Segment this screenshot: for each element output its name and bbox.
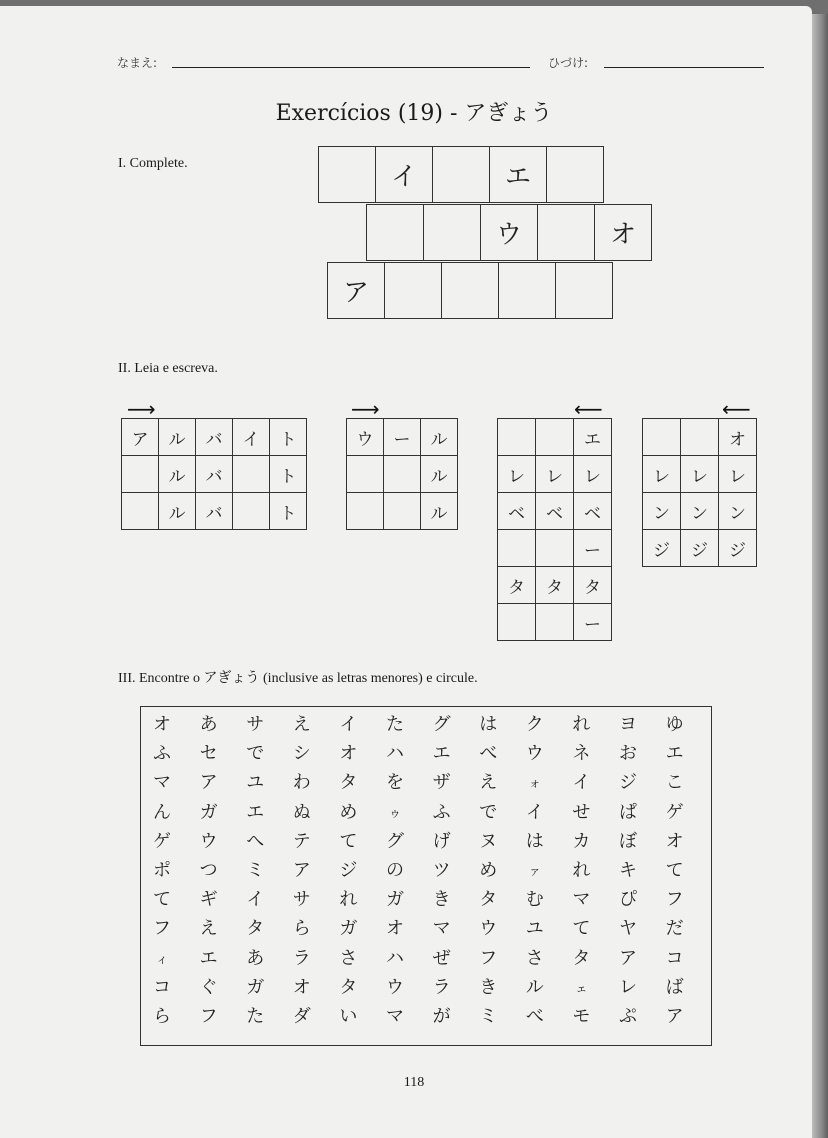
word-search-letter: を [386, 772, 404, 794]
word-search-letter: ポ [153, 860, 171, 881]
word-search-letter: で [479, 801, 498, 823]
name-line [172, 67, 530, 68]
reading-cell [536, 604, 574, 641]
word-search-row [141, 769, 711, 797]
word-search-letter: ぼ [619, 830, 637, 852]
word-search-letter: ク [525, 714, 544, 735]
word-search-letter: て [339, 830, 358, 852]
complete-cell [319, 147, 376, 203]
word-search-letter: レ [619, 976, 637, 998]
word-search-letter: ウ [525, 743, 544, 765]
word-search-letter: コ [665, 947, 684, 969]
reading-cell: タ [574, 567, 612, 604]
reading-cell [498, 530, 536, 567]
word-search-letter: ラ [432, 976, 451, 998]
word-search-letter: コ [153, 976, 171, 998]
word-search-letter: だ [665, 918, 684, 940]
reading-cell [498, 604, 536, 641]
word-search-letter: ア [199, 772, 218, 794]
word-search-letter: エ [199, 947, 218, 969]
word-search-letter: れ [572, 714, 591, 735]
word-search-letter: こ [665, 772, 684, 794]
word-search-letter: ガ [339, 918, 358, 940]
reading-cell: ン [681, 493, 719, 530]
reading-grid-uuru [346, 418, 458, 530]
word-search-letter: ア [665, 1006, 684, 1027]
word-search-letter: て [572, 918, 591, 940]
reading-cell: レ [498, 456, 536, 493]
section3-label: III. Encontre o アぎょう (inclusive as letras menores) e circule. [118, 671, 478, 686]
word-search-letter: ら [153, 1006, 171, 1027]
word-search-letter: セ [199, 743, 218, 765]
reading-cell: ン [719, 493, 757, 530]
word-search-letter: サ [292, 889, 311, 911]
word-search-letter: き [479, 976, 498, 998]
word-search-letter: は [525, 830, 544, 852]
complete-grid-row-3 [327, 262, 613, 319]
word-search-letter: ぷ [619, 1006, 637, 1027]
word-search-row [141, 974, 711, 1002]
reading-cell: レ [574, 456, 612, 493]
word-search-letter: ラ [292, 947, 311, 969]
name-label: なまえ: [117, 56, 158, 70]
word-search-letter: め [479, 860, 498, 881]
word-search-letter: べ [525, 1006, 544, 1027]
reading-cell: ー [384, 419, 421, 456]
word-search-letter: オ [339, 743, 358, 765]
reading-cell: オ [719, 419, 757, 456]
reading-cell: エ [574, 419, 612, 456]
date-label: ひづけ: [548, 56, 589, 70]
reading-cell [347, 456, 384, 493]
reading-cell: ジ [719, 530, 757, 567]
word-search-letter: ガ [386, 889, 404, 911]
word-search-letter: ウ [199, 830, 218, 852]
word-search-letter: さ [525, 947, 544, 969]
reading-cell: ル [421, 493, 458, 530]
word-search-letter: オ [386, 918, 404, 940]
reading-cell: ル [421, 456, 458, 493]
word-search-letter: ジ [339, 860, 358, 881]
word-search-letter: つ [199, 860, 218, 881]
word-search-letter: ジ [619, 772, 637, 794]
word-search-letter: オ [153, 714, 171, 735]
reading-cell: ジ [681, 530, 719, 567]
word-search-letter: ゆ [665, 714, 684, 735]
word-search-letter: む [525, 889, 544, 911]
word-search-letter: ァ [528, 864, 541, 878]
arrow-left-icon: ⟵ [574, 397, 603, 421]
word-search-letter: ヌ [479, 830, 498, 852]
word-search-letter: た [386, 714, 404, 735]
word-search-letter: ル [525, 976, 544, 998]
word-search-letter: マ [153, 772, 171, 794]
word-search-letter: ゥ [388, 805, 401, 820]
reading-cell: ベ [574, 493, 612, 530]
reading-cell: ン [643, 493, 681, 530]
word-search-letter: へ [246, 830, 265, 852]
word-search-letter: ば [665, 976, 684, 998]
word-search-letter: カ [572, 830, 591, 852]
reading-cell: タ [498, 567, 536, 604]
section1-label: I. Complete. [118, 156, 188, 171]
word-search-letter: れ [339, 889, 358, 911]
word-search-letter: て [153, 889, 171, 911]
word-search-row [141, 1003, 711, 1031]
word-search-letter: グ [432, 714, 451, 735]
reading-cell: レ [536, 456, 574, 493]
complete-grid-row-1 [318, 146, 604, 203]
reading-cell: ル [159, 456, 196, 493]
reading-cell: ア [122, 419, 159, 456]
word-search-letter: ダ [292, 1006, 311, 1027]
reading-grid-orenji [642, 418, 757, 567]
reading-cell: ル [159, 493, 196, 530]
arrow-right-icon: ⟶ [127, 397, 156, 421]
complete-cell: オ [595, 205, 652, 261]
word-search-row [141, 740, 711, 768]
word-search-letter: ぜ [432, 947, 451, 969]
word-search-letter: え [292, 714, 311, 735]
word-search-letter: お [619, 743, 637, 765]
word-search-letter: フ [479, 947, 498, 969]
word-search-letter: ユ [525, 918, 544, 940]
reading-grid-arbaito [121, 418, 307, 530]
reading-cell: バ [196, 419, 233, 456]
word-search-letter: エ [665, 743, 684, 765]
word-search-letter: わ [292, 772, 311, 794]
word-search-letter: サ [246, 714, 265, 735]
word-search-letter: ザ [432, 772, 451, 794]
word-search-letter: た [246, 1006, 265, 1027]
word-search-letter: ツ [432, 860, 451, 881]
word-search-letter: べ [479, 743, 498, 765]
word-search-letter: ネ [572, 743, 591, 765]
complete-cell [442, 263, 499, 319]
book-page-edge [812, 14, 828, 1138]
word-search-letter: イ [246, 889, 265, 911]
reading-cell [122, 456, 159, 493]
word-search-letter: あ [199, 714, 218, 735]
word-search-letter: せ [572, 801, 591, 823]
word-search-letter: フ [153, 918, 171, 940]
reading-cell: レ [719, 456, 757, 493]
word-search-letter: れ [572, 860, 591, 881]
word-search-letter: エ [432, 743, 451, 765]
reading-cell [122, 493, 159, 530]
arrow-right-icon: ⟶ [351, 397, 380, 421]
reading-cell [233, 456, 270, 493]
complete-cell [424, 205, 481, 261]
word-search-letter: げ [432, 830, 451, 852]
word-search-letter: で [246, 743, 265, 765]
word-search-letter: グ [386, 830, 404, 852]
word-search-letter: が [432, 1006, 451, 1027]
complete-cell [538, 205, 595, 261]
reading-cell [498, 419, 536, 456]
word-search-letter: キ [619, 860, 637, 881]
word-search-letter: ら [292, 918, 311, 940]
reading-cell: ル [421, 419, 458, 456]
word-search-letter: シ [292, 743, 311, 765]
word-search-letter: ヤ [619, 918, 637, 940]
complete-cell [433, 147, 490, 203]
word-search-letter: イ [525, 801, 544, 823]
reading-cell: レ [681, 456, 719, 493]
reading-cell [536, 530, 574, 567]
word-search-letter: て [665, 860, 684, 881]
section2-label: II. Leia e escreva. [118, 361, 218, 376]
word-search-letter: オ [665, 830, 684, 852]
reading-cell: ー [574, 530, 612, 567]
word-search-letter: マ [572, 889, 591, 911]
word-search-letter: の [386, 860, 404, 881]
reading-cell [384, 456, 421, 493]
word-search-letter: ギ [199, 889, 218, 911]
word-search-letter: ユ [246, 772, 265, 794]
word-search-letter: ん [153, 801, 171, 823]
word-search-letter: オ [292, 976, 311, 998]
word-search-letter: ハ [386, 947, 404, 969]
word-search-letter: タ [479, 889, 498, 911]
word-search-letter: え [479, 772, 498, 794]
word-search-letter: イ [572, 772, 591, 794]
word-search-row [141, 799, 711, 827]
complete-cell [547, 147, 604, 203]
reading-cell: ベ [536, 493, 574, 530]
word-search-letter: ミ [479, 1006, 498, 1027]
word-search-letter: ゲ [153, 830, 171, 852]
word-search-letter: ガ [246, 976, 265, 998]
complete-cell: ア [328, 263, 385, 319]
word-search-letter: タ [246, 918, 265, 940]
word-search-letter: タ [339, 772, 358, 794]
word-search-letter: イ [339, 714, 358, 735]
word-search-letter: ウ [386, 976, 404, 998]
complete-cell [367, 205, 424, 261]
word-search-letter: フ [665, 889, 684, 911]
date-line [604, 67, 764, 68]
reading-cell: ベ [498, 493, 536, 530]
word-search-letter: ォ [528, 776, 541, 791]
word-search-row [141, 915, 711, 943]
word-search-row [141, 828, 711, 856]
reading-cell: ト [270, 456, 307, 493]
worksheet-page [0, 6, 812, 1138]
reading-cell: バ [196, 456, 233, 493]
page-number: 118 [403, 1075, 425, 1090]
reading-grid-erebeta [497, 418, 612, 641]
word-search-letter: き [432, 889, 451, 911]
complete-cell: エ [490, 147, 547, 203]
word-search-letter: ア [292, 860, 311, 881]
complete-cell [556, 263, 613, 319]
word-search-letter: ぴ [619, 889, 637, 911]
complete-grid-row-2 [366, 204, 652, 261]
word-search-letter: ア [619, 947, 637, 969]
word-search-letter: え [199, 918, 218, 940]
word-search-letter: あ [246, 947, 265, 969]
reading-cell [681, 419, 719, 456]
reading-cell: タ [536, 567, 574, 604]
page-title: Exercícios (19) - アぎょう [275, 101, 553, 126]
reading-cell: ト [270, 493, 307, 530]
complete-cell [385, 263, 442, 319]
word-search-letter: ミ [246, 860, 265, 881]
word-search-letter: ふ [432, 801, 451, 823]
word-search-letter: ィ [155, 951, 168, 966]
word-search-letter: め [339, 801, 358, 823]
reading-cell: ト [270, 419, 307, 456]
reading-cell [347, 493, 384, 530]
word-search-letter: さ [339, 947, 358, 969]
word-search-letter: は [479, 714, 498, 735]
word-search-row [141, 711, 711, 739]
word-search-letter: タ [572, 947, 591, 969]
reading-cell: イ [233, 419, 270, 456]
word-search-row [141, 886, 711, 914]
reading-cell: ル [159, 419, 196, 456]
word-search-grid [140, 706, 712, 1046]
reading-cell: ー [574, 604, 612, 641]
word-search-letter: ぱ [619, 801, 637, 823]
word-search-letter: ぬ [292, 801, 311, 823]
reading-cell: バ [196, 493, 233, 530]
word-search-letter: モ [572, 1006, 591, 1027]
word-search-letter: ゲ [665, 801, 684, 823]
complete-cell: イ [376, 147, 433, 203]
word-search-letter: マ [386, 1006, 404, 1027]
word-search-letter: タ [339, 976, 358, 998]
word-search-letter: ハ [386, 743, 404, 765]
complete-cell [499, 263, 556, 319]
reading-cell: レ [643, 456, 681, 493]
reading-cell [643, 419, 681, 456]
word-search-letter: ふ [153, 743, 171, 765]
word-search-letter: エ [246, 801, 265, 823]
word-search-letter: フ [199, 1006, 218, 1027]
arrow-left-icon: ⟵ [722, 397, 751, 421]
word-search-letter: ェ [575, 980, 588, 995]
word-search-letter: ガ [199, 801, 218, 823]
word-search-letter: い [339, 1006, 358, 1027]
word-search-letter: ウ [479, 918, 498, 940]
reading-cell: ウ [347, 419, 384, 456]
word-search-row [141, 945, 711, 973]
word-search-letter: ぐ [199, 976, 218, 998]
reading-cell: ジ [643, 530, 681, 567]
reading-cell [233, 493, 270, 530]
word-search-row [141, 857, 711, 885]
word-search-letter: テ [292, 830, 311, 852]
word-search-letter: ヨ [619, 714, 637, 735]
word-search-letter: マ [432, 918, 451, 940]
reading-cell [536, 419, 574, 456]
reading-cell [384, 493, 421, 530]
complete-cell: ウ [481, 205, 538, 261]
